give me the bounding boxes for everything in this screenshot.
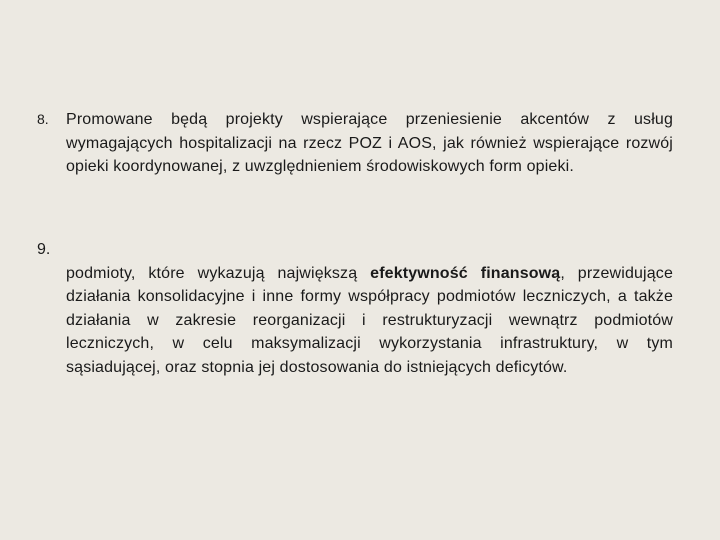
list-item-8: [37, 108, 673, 179]
item-number: 9.: [37, 241, 51, 258]
item-text: [66, 238, 673, 379]
bold-text-finansowa: finansową: [480, 264, 561, 282]
item-text: Promowane będą projekty wspierające przeniesienie akcentów z usług wymagających hospitalizacji na rzecz POZ i AOS, jak również wspierające rozwój opieki koordynowanej, z uwzględnieniem środowiskowych form opieki.: [66, 111, 673, 175]
list-item-9: [37, 238, 673, 379]
item-text-part: podmioty, które wykazują największą: [66, 264, 371, 282]
item-text-part: [468, 265, 481, 282]
item-number: 8.: [37, 111, 49, 127]
bold-text-efektywnosc: efektywność: [370, 264, 468, 282]
item-text-part: , przewidujące działania konsolidacyjne i inne formy współpracy podmiotów leczniczych, a także działania w zakresie reorganizacji i restrukturyzacji wewnątrz podmiotów leczniczych, w celu maksymalizacji wykorzystania infrastruktury, w tym sąsiadującej, oraz stopnia jej dostosowania do istniejących deficytów.: [66, 264, 673, 376]
